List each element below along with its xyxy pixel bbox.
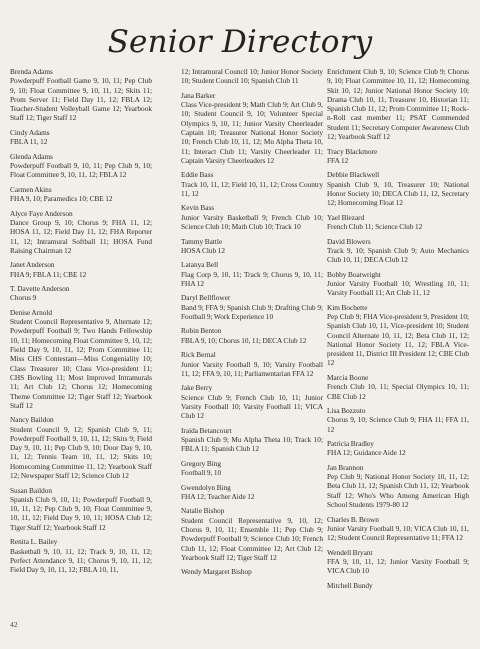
student-name: Jake Berry <box>181 383 213 393</box>
directory-entry <box>327 213 469 232</box>
student-name: Bobby Boatwright <box>327 269 381 279</box>
student-name: Denise Arnold <box>10 307 53 317</box>
student-name: Charles B. Brown <box>327 514 379 524</box>
student-name: Rick Bernal <box>181 350 216 360</box>
student-name: Alyce Faye Anderson <box>10 208 73 218</box>
student-name: Wendell Bryant <box>327 547 373 557</box>
directory-entry <box>10 260 152 279</box>
student-activities: FFA 12 <box>327 155 349 165</box>
student-activities: Dance Group 9, 10; Chorus 9; FHA 11, 12; HOSA 11, 12; Field Day 11, 12; FHA Reporter 11, 12; Intramural Softball 11; HOSA Fund Raising Chairman 12 <box>10 217 152 255</box>
directory-entry <box>327 439 469 458</box>
directory-entry <box>181 91 323 165</box>
student-activities: FHA 12; Guidance Aide 12 <box>327 448 406 458</box>
student-activities: Junior Varsity Basketball 9; French Club 10; Science Club 10; Math Club 10; Track 10 <box>181 212 323 232</box>
directory-entry <box>327 67 469 141</box>
student-activities: Track 10, 11, 12; Field 10, 11, 12; Cross Country 11, 12 <box>181 179 323 198</box>
student-name: Kevin Bass <box>181 203 215 213</box>
directory-entry <box>181 426 323 454</box>
student-name: Renita L. Bailey <box>10 537 58 547</box>
student-name: Jana Barker <box>181 90 216 100</box>
directory-entry <box>181 170 323 198</box>
student-name: Yael Blezard <box>327 212 365 222</box>
directory-entry <box>327 463 469 509</box>
student-activities: FFA 9, 10, 11, 12; Junior Varsity Football 9; VICA Club 10 <box>327 556 469 576</box>
student-activities: Science Club 9; French Club 10, 11; Junior Varsity Football 10; Varsity Football 11; VICA Club 12 <box>181 392 323 421</box>
student-name: Tracy Blackmore <box>327 146 378 156</box>
directory-entry <box>181 67 323 86</box>
student-activities: French Club 10, 11; Special Olympics 10, 11; CBE Club 12 <box>327 382 469 401</box>
directory-entry <box>327 303 469 368</box>
directory-entry <box>181 203 323 231</box>
student-activities: 12; Intramural Council 10; Junior Honor Society 10; Student Council 10; Spanish Club 11 <box>181 67 323 86</box>
directory-column-3 <box>327 67 469 595</box>
directory-entry <box>181 459 323 478</box>
student-name: Wendy Margaret Bishop <box>181 567 252 577</box>
directory-entry <box>327 548 469 576</box>
student-name: Robin Benton <box>181 326 222 336</box>
student-name: Latanya Bell <box>181 260 219 270</box>
directory-entry <box>181 383 323 420</box>
student-activities: Band 9; FFA 9; Spanish Club 9; Drafting Club 9; Football 9; Work Experience 10 <box>181 302 323 321</box>
directory-entry <box>10 209 152 255</box>
student-activities: Junior Varsity Football 10; Wrestling 10, 11; Varsity Football 11; Art Club 11, 12 <box>327 278 469 298</box>
directory-entry <box>10 67 152 123</box>
student-name: Marcia Boone <box>327 372 369 382</box>
student-name: Carmen Akins <box>10 184 52 194</box>
student-name: Patricia Bradley <box>327 439 374 449</box>
directory-entry <box>327 373 469 401</box>
directory-entry <box>327 581 469 590</box>
student-name: Nancy Baildon <box>10 415 54 425</box>
student-activities: Junior Varsity Football 9, 10; VICA Club 10, 11, 12; Student Council Representative 11; FFA 12 <box>327 523 469 543</box>
student-activities: Student Council Representative 9, 10, 12; Chorus 9, 10, 11; Ensemble 11; Pep Club 9; Powderpuff Football 9; Science Club 10; French Club 11, 12; Float Committee 12; Art Club 12; Yearbook Staff 12; Tiger Staff 12 <box>181 515 323 562</box>
student-name: Eddie Bass <box>181 170 214 180</box>
directory-entry <box>181 506 323 562</box>
directory-entry <box>10 537 152 574</box>
student-activities: Flag Corp 9, 10, 11; Track 9; Chorus 9, 10, 11; FHA 12 <box>181 269 323 288</box>
student-activities: FBLA 9, 10; Chorus 10, 11; DECA Club 12 <box>181 335 307 345</box>
directory-entry <box>181 326 323 345</box>
directory-entry <box>327 406 469 434</box>
directory-entry <box>181 260 323 288</box>
student-activities: Junior Varsity Football 9, 10; Varsity Football 11, 12; FFA 9, 10, 11; Parliamentarian FFA 12 <box>181 359 323 378</box>
student-activities: Enrichment Club 9, 10; Science Club 9; Chorus 9, 10; Float Committee 10, 11, 12; Homecoming Skit 10, 12; Junior National Honor Society 10; Drama Club 10, 11, Treasurer 10, Historian 11; Spanish Club 11, 12; Prom Committee 11; Rock-n-Roll cast member 11; PSAT Commended Student 11; Secretary Computer Awareness Club 12; Yearbook Staff 12 <box>327 67 469 142</box>
student-name: Daryl Bellflower <box>181 293 231 303</box>
student-name: Gwendolyn Bing <box>181 482 231 492</box>
student-name: Mitchell Bundy <box>327 580 373 590</box>
student-name: Susan Baildon <box>10 485 53 495</box>
directory-entry <box>327 170 469 207</box>
student-name: Kim Bochette <box>327 302 368 312</box>
student-activities: French Club 11; Science Club 12 <box>327 222 423 232</box>
student-activities: Chorus 9 <box>10 293 37 303</box>
student-name: Cindy Adams <box>10 127 50 137</box>
student-activities: Track 9, 10; Spanish Club 9; Auto Mechanics Club 10, 11; DECA Club 12 <box>327 245 469 265</box>
student-name: Tammy Battle <box>181 236 223 246</box>
student-activities: Powderpuff Football Game 9, 10, 11; Pep Club 9, 10; Float Committee 9, 10, 11, 12; Skits 11; Prom Server 11; Field Day 11, 12; FBLA 12; Teacher-Student Volleyball Game 12; Yearbook Staff 12; Tiger Staff 12 <box>10 76 152 123</box>
student-activities: Basketball 9, 10, 11, 12; Track 9, 10, 11, 12; Perfect Attendance 9, 11; Chorus 9, 10, 11, 12; Field Day 9, 10, 11, 12; FBLA 10, 11, <box>10 546 152 575</box>
student-name: Lisa Bozzuto <box>327 406 366 415</box>
student-activities: Spanish Club 9, 10, Treasurer 10; National Honor Society 10; DECA Club 11, 12, Secretary 12; Homecoming Float 12 <box>327 179 469 208</box>
directory-entry <box>181 567 323 576</box>
student-name: Natalie Bishop <box>181 506 225 516</box>
student-activities: Student Council Representative 9, Alternate 12; Powderpuff Football 9; Two Hands Fellowship 10, 11; Homecoming Float Committee 9, 10, 12; Field Day 9, 10, 11, 12; Prom Committee 11; Miss CHS Contestant—Miss Congeniality 10; Class Treasurer 10; Class Vice-president 11; CHS Bowling 11; Most Improved Intramurals 11; Art Club 12; Chorus 12; Homecoming Theme Committee 12; Tiger Staff 12; Yearbook Staff 12 <box>10 317 152 410</box>
student-name: Debbie Blackwell <box>327 170 380 180</box>
student-activities: FHA 9, 10; Paramedics 10; CBE 12 <box>10 194 113 204</box>
directory-entry <box>181 350 323 378</box>
directory-entry <box>10 128 152 147</box>
student-activities: Football 9, 10 <box>181 468 222 478</box>
student-name: Iraida Betancourt <box>181 425 232 435</box>
directory-entry <box>10 415 152 480</box>
student-activities: Pep Club 9; National Honor Society 10, 11, 12; Beta Club 11, 12; Spanish Club 11, 12; Yearbook Staff 12; Who's Who Among American High School Students 1979-80 12 <box>327 472 469 510</box>
directory-columns <box>0 67 480 627</box>
directory-entry <box>327 515 469 543</box>
directory-entry <box>327 237 469 265</box>
directory-column-2 <box>181 67 323 582</box>
directory-entry <box>181 293 323 321</box>
student-name: David Blowers <box>327 236 371 246</box>
student-activities: Powderpuff Football 9, 10, 11; Pep Club 9, 10; Float Committee 9, 10, 11, 12; FBLA 12 <box>10 161 152 180</box>
student-activities: Class Vice-president 9; Math Club 9; Art Club 9, 10; Student Council 9, 10; Volunteer Special Olympics 9, 10, 11; Junior Varsity Cheerleader Captain 10; Treasurer National Honor Society 10; French Club 10, 11, 12; Mu Alpha Theta 10, 11; Interact Club 11; Varsity Cheerleader 11; Captain Varsity Cheerleaders 12 <box>181 100 323 165</box>
student-activities: FHA 12; Teacher Aide 12 <box>181 491 255 501</box>
student-activities: Pep Club 9; FHA Vice-president 9, President 10; Spanish Club 10, 11, Vice-president 10; Student Council Alternate 10, 11, 12; Beta Club 11, 12; National Honor Society 11, 12; FBLA Vice-president 11, District III President 12; CBE Club 12 <box>327 311 469 368</box>
directory-entry <box>327 270 469 298</box>
directory-entry <box>10 308 152 410</box>
student-name: Glenda Adams <box>10 151 53 161</box>
student-activities: FBLA 11, 12 <box>10 137 48 147</box>
student-name: T. Davette Anderson <box>10 284 70 294</box>
directory-entry <box>10 284 152 303</box>
directory-entry <box>10 486 152 532</box>
student-activities: Chorus 9, 10; Science Club 9; FHA 11; FFA 11, 12 <box>327 415 469 434</box>
student-name: Gregory Bing <box>181 458 222 468</box>
directory-entry <box>181 483 323 502</box>
student-name: Brenda Adams <box>10 67 53 76</box>
directory-entry <box>10 185 152 204</box>
page-number: 42 <box>10 620 18 629</box>
directory-entry <box>327 147 469 166</box>
directory-entry <box>181 237 323 256</box>
student-activities: Spanish Club 9; Mu Alpha Theta 10; Track 10; FBLA 11; Spanish Club 12 <box>181 434 323 454</box>
directory-entry <box>10 152 152 180</box>
student-name: Janet Anderson <box>10 260 55 270</box>
directory-column-1 <box>10 67 152 580</box>
student-activities: Spanish Club 9, 10, 11; Powderpuff Football 9, 10, 11, 12; Pep Club 9, 10; Float Committee 9, 10, 11, 12; Field Day 9, 10, 11; HOSA Club 12; Tiger Staff 12; Yearbook Staff 12 <box>10 494 152 532</box>
student-activities: HOSA Club 12 <box>181 245 226 255</box>
student-activities: Student Council 9, 12; Spanish Club 9, 11; Powderpuff Football 9, 10, 11, 12; Skits 9; Field Day 9, 10, 11; Pep Club 9, 10; Door Day 9, 10, 11, 12; Tennis Team 10, 11, 12; Skits 10; Homecoming Committee 11, 12; Yearbook Staff 12; Newspaper Staff 12; Science Club 12 <box>10 424 152 481</box>
page-title: Senior Directory <box>107 24 373 60</box>
student-name: Jan Brannon <box>327 462 364 472</box>
student-activities: FHA 9; FBLA 11; CBE 12 <box>10 269 87 279</box>
